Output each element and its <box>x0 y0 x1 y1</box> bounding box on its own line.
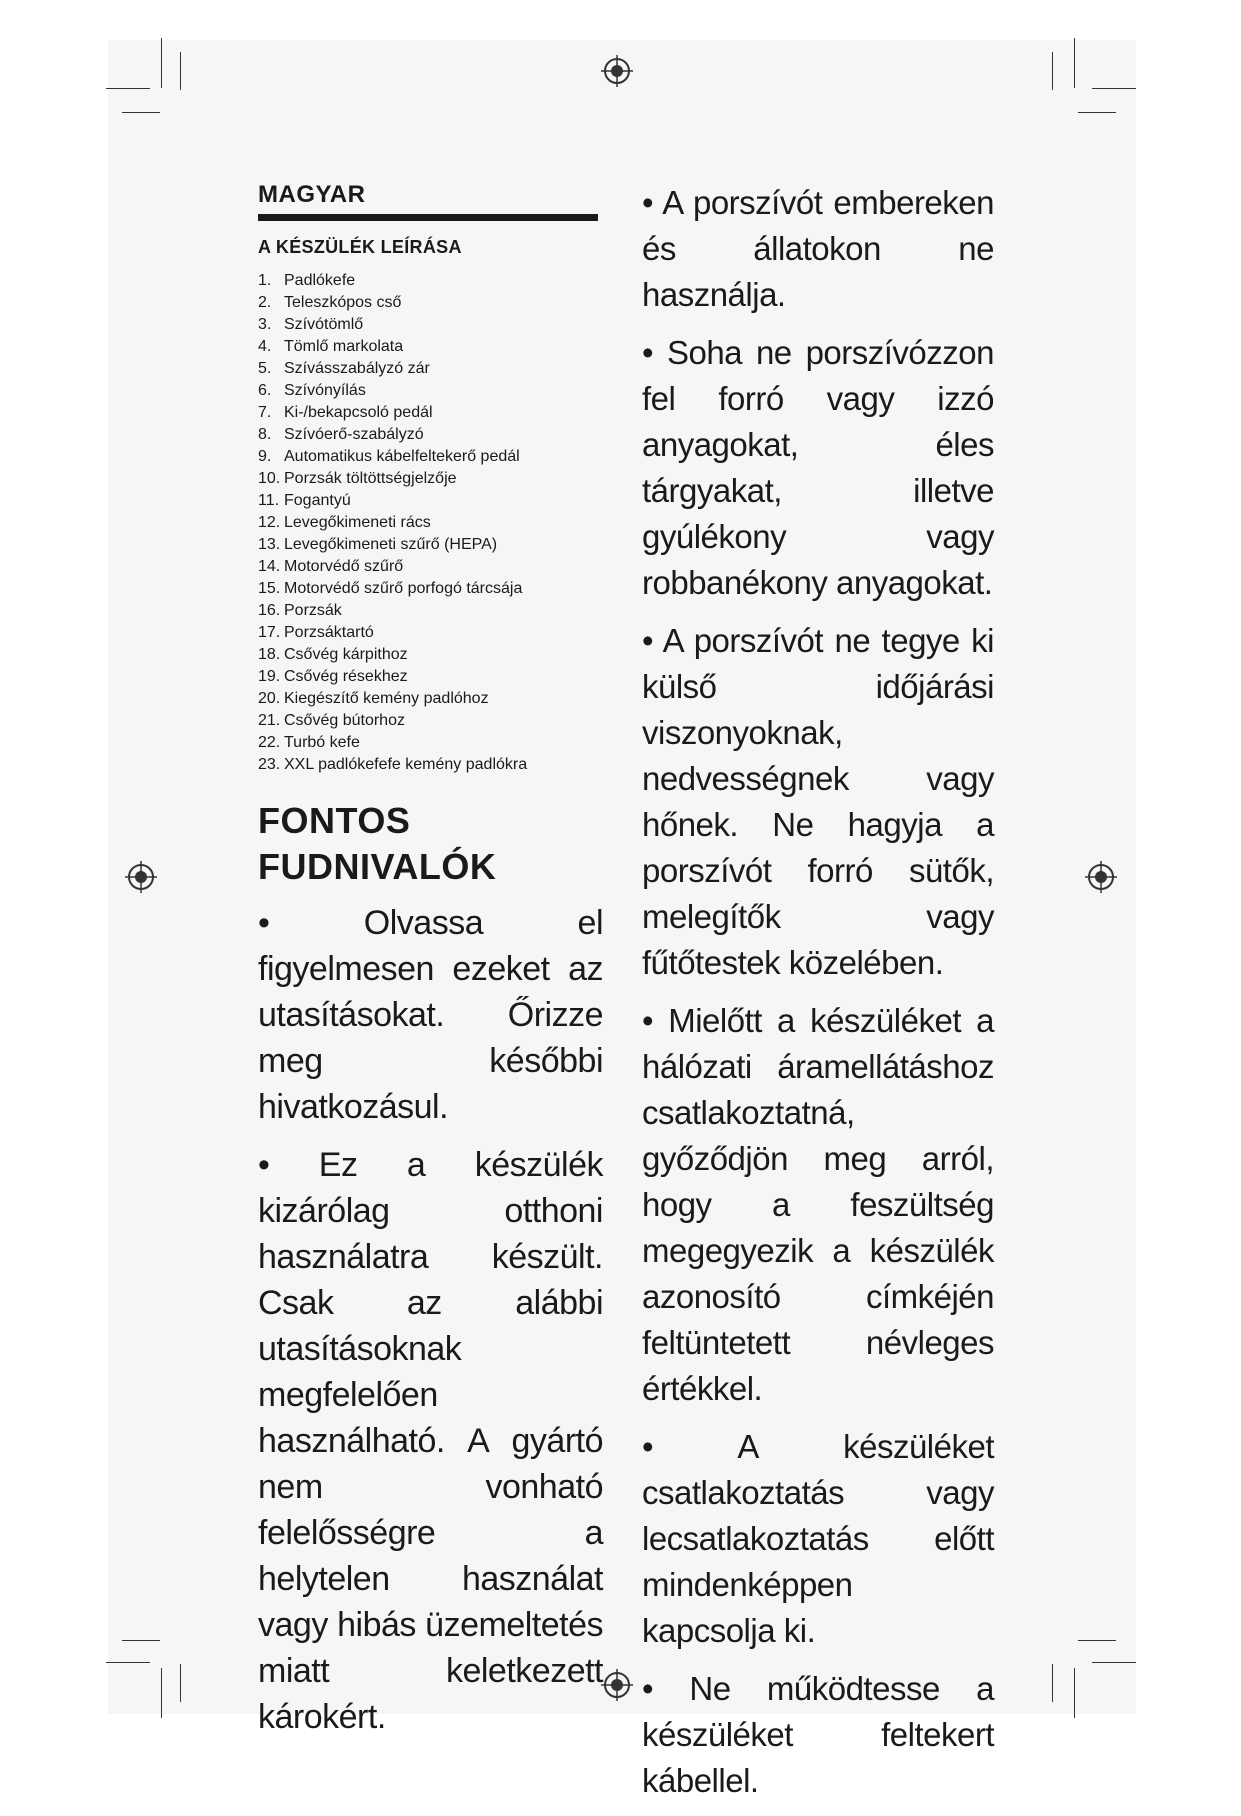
list-item-number: 11. <box>258 492 280 509</box>
list-item-label: Motorvédő szűrő <box>284 558 404 575</box>
list-item-number: 9. <box>258 448 272 465</box>
list-item-number: 5. <box>258 360 272 377</box>
list-item-label: Csővég kárpithoz <box>284 646 408 663</box>
list-item-number: 16. <box>258 602 281 619</box>
list-item-number: 6. <box>258 382 272 399</box>
list-item <box>258 710 603 732</box>
list-item-number: 1. <box>258 272 272 289</box>
list-item-number: 13. <box>258 536 281 553</box>
list-item <box>258 512 603 534</box>
list-item-number: 14. <box>258 558 281 575</box>
heading-rule <box>258 214 598 221</box>
list-item <box>258 446 603 468</box>
list-item-label: Szívásszabályzó zár <box>284 360 430 377</box>
list-item-label: Kiegészítő kemény padlóhoz <box>284 690 489 707</box>
list-item-label: Levegőkimeneti rács <box>284 514 431 531</box>
registration-mark-icon <box>124 860 158 894</box>
list-item-number: 10. <box>258 470 281 487</box>
list-item-number: 12. <box>258 514 281 531</box>
list-item-label: Szívótömlő <box>284 316 364 333</box>
list-item <box>258 380 603 402</box>
list-item-label: Motorvédő szűrő porfogó tárcsája <box>284 580 523 597</box>
list-item-number: 21. <box>258 712 281 729</box>
list-item-label: Porzsák töltöttségjelzője <box>284 470 457 487</box>
list-item-label: Csővég résekhez <box>284 668 408 685</box>
list-item-label: Ki-/bekapcsoló pedál <box>284 404 433 421</box>
list-item-number: 23. <box>258 756 281 773</box>
list-item-number: 2. <box>258 294 272 311</box>
registration-mark-icon <box>600 1668 634 1702</box>
list-item <box>258 556 603 578</box>
list-item-label: Tömlő markolata <box>284 338 404 355</box>
paragraph: • Ez a készülék kizárólag otthoni használatra készült. Csak az alábbi utasításoknak megfelelően használható. A gyártó nem vonható felelősségre a helytelen használat vagy hibás üzemeltetés miatt keletkezett károkért. <box>258 1146 603 1736</box>
section-title: A KÉSZÜLÉK LEÍRÁSA <box>258 237 462 257</box>
list-item <box>258 358 603 380</box>
list-item-number: 8. <box>258 426 272 443</box>
list-item-label: Turbó kefe <box>284 734 360 751</box>
list-item-label: Levegőkimeneti szűrő (HEPA) <box>284 536 498 553</box>
list-item-number: 4. <box>258 338 272 355</box>
list-item <box>258 490 603 512</box>
registration-mark-icon <box>600 54 634 88</box>
list-item <box>258 292 603 314</box>
list-item-label: Szívónyílás <box>284 382 366 399</box>
list-item-label: Fogantyú <box>284 492 351 509</box>
list-item <box>258 402 603 424</box>
list-item <box>258 424 603 446</box>
list-item-label: Automatikus kábelfeltekerő pedál <box>284 448 520 465</box>
paragraph: • Olvassa el figyelmesen ezeket az utasításokat. Őrizze meg későbbi hivatkozásul. <box>258 904 603 1126</box>
list-item-number: 19. <box>258 668 281 685</box>
list-item <box>258 468 603 490</box>
list-item-number: 7. <box>258 404 272 421</box>
list-item <box>258 534 603 556</box>
list-item-label: Teleszkópos cső <box>284 294 402 311</box>
list-item-number: 18. <box>258 646 281 663</box>
list-item <box>258 622 603 644</box>
language-heading: MAGYAR <box>258 181 366 208</box>
list-item-label: Padlókefe <box>284 272 356 289</box>
paragraph: • Mielőtt a készüléket a hálózati áramellátáshoz csatlakoztatná, győződjön meg arról, hogy a feszültség megegyezik a készülék azonosító címkéjén feltüntetett névleges értékkel. <box>642 1002 994 1407</box>
list-item-number: 20. <box>258 690 281 707</box>
list-item <box>258 688 603 710</box>
list-item <box>258 600 603 622</box>
list-item-label: Porzsáktartó <box>284 624 374 641</box>
list-item <box>258 270 603 292</box>
list-item-label: XXL padlókefefe kemény padlókra <box>284 756 528 773</box>
list-item-label: Szívóerő-szabályzó <box>284 426 424 443</box>
list-item-label: Csővég bútorhoz <box>284 712 405 729</box>
paragraph: • A porszívót embereken és állatokon ne használja. <box>642 184 994 313</box>
list-item <box>258 666 603 688</box>
list-item <box>258 578 603 600</box>
paragraph: • Ne működtesse a készüléket feltekert kábellel. <box>642 1670 994 1799</box>
list-item <box>258 732 603 754</box>
list-item-label: Porzsák <box>284 602 342 619</box>
right-column <box>642 180 994 1816</box>
paragraph: • A porszívót ne tegye ki külső időjárási viszonyoknak, nedvességnek vagy hőnek. Ne hagyja a porszívót forró sütők, melegítők vagy fűtőtestek közelében. <box>642 622 994 981</box>
list-item <box>258 644 603 666</box>
list-item <box>258 314 603 336</box>
important-title: FONTOS FUDNIVALÓK <box>258 800 497 887</box>
list-item <box>258 754 603 776</box>
paragraph: • A készüléket csatlakoztatás vagy lecsatlakoztatás előtt mindenképpen kapcsolja ki. <box>642 1428 994 1649</box>
list-item-number: 3. <box>258 316 272 333</box>
list-item-number: 15. <box>258 580 281 597</box>
registration-mark-icon <box>1084 860 1118 894</box>
left-column <box>258 180 603 1752</box>
list-item <box>258 336 603 358</box>
list-item-number: 17. <box>258 624 281 641</box>
parts-list <box>258 270 603 776</box>
paragraph: • Soha ne porszívózzon fel forró vagy izzó anyagokat, éles tárgyakat, illetve gyúlékony vagy robbanékony anyagokat. <box>642 334 994 601</box>
list-item-number: 22. <box>258 734 281 751</box>
